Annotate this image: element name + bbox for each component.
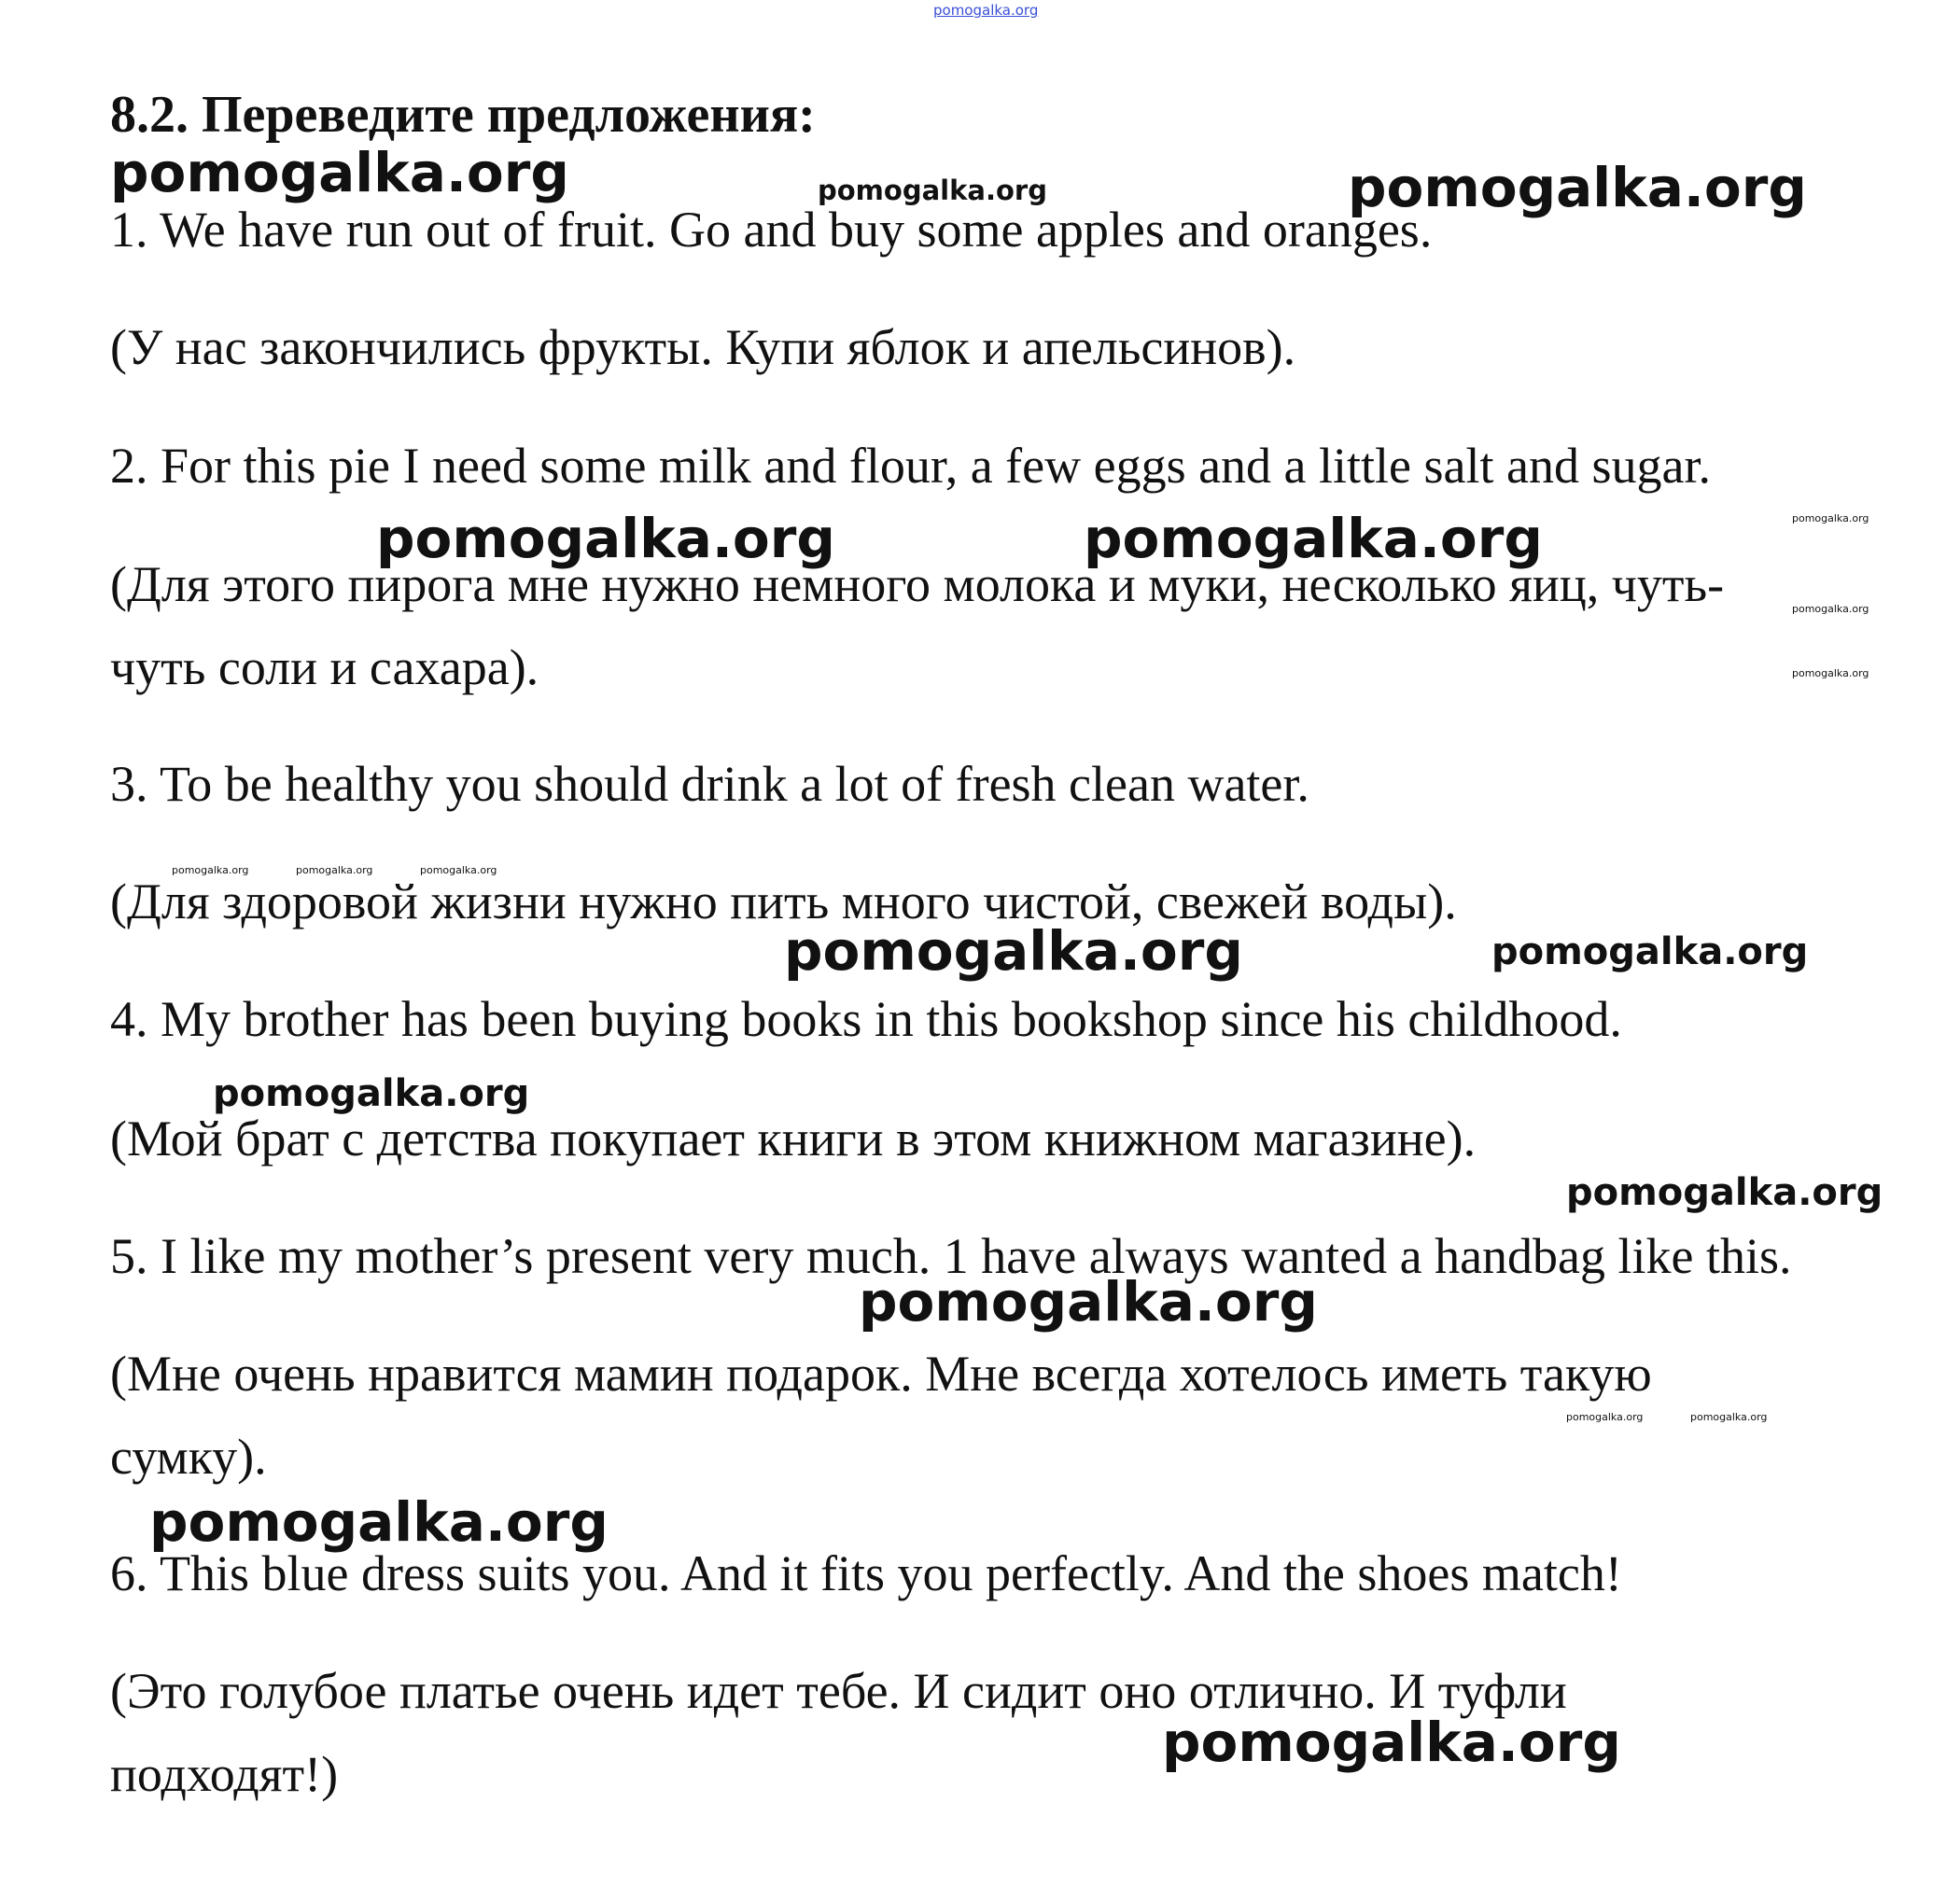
header-watermark-link[interactable]: pomogalka.org	[933, 2, 1039, 19]
watermark: pomogalka.org	[1792, 512, 1869, 524]
watermark: pomogalka.org	[1566, 1411, 1644, 1423]
watermark: pomogalka.org	[1348, 156, 1807, 219]
watermark: pomogalka.org	[296, 864, 373, 876]
sentence-2-russian-line-2: чуть соли и сахара).	[110, 639, 539, 695]
watermark: pomogalka.org	[149, 1490, 609, 1554]
sentence-1-english: 1. We have run out of fruit. Go and buy some apples and oranges.	[110, 202, 1433, 258]
page-title: 8.2. Переведите предложения:	[110, 86, 816, 144]
watermark: pomogalka.org	[1084, 507, 1543, 570]
sentence-2-english: 2. For this pie I need some milk and flour, a few eggs and a little salt and sugar.	[110, 438, 1711, 494]
watermark: pomogalka.org	[213, 1072, 530, 1115]
watermark: pomogalka.org	[1566, 1171, 1883, 1214]
sentence-5-english: 5. I like my mother’s present very much. 1 have always wanted a handbag like this.	[110, 1228, 1792, 1284]
sentence-3-russian: (Для здоровой жизни нужно пить много чистой, свежей воды).	[110, 873, 1457, 929]
sentence-6-russian-line-1: (Это голубое платье очень идет тебе. И сидит оно отлично. И туфли	[110, 1663, 1567, 1719]
watermark: pomogalka.org	[1162, 1711, 1621, 1774]
sentence-4-russian: (Мой брат с детства покупает книги в этом книжном магазине).	[110, 1111, 1477, 1167]
watermark: pomogalka.org	[818, 175, 1047, 206]
watermark: pomogalka.org	[420, 864, 497, 876]
sentence-3-english: 3. To be healthy you should drink a lot of fresh clean water.	[110, 756, 1309, 812]
sentence-4-english: 4. My brother has been buying books in this bookshop since his childhood.	[110, 991, 1622, 1047]
watermark: pomogalka.org	[172, 864, 249, 876]
sentence-1-russian: (У нас закончились фрукты. Купи яблок и апельсинов).	[110, 319, 1296, 375]
watermark: pomogalka.org	[1690, 1411, 1768, 1423]
watermark: pomogalka.org	[859, 1270, 1318, 1334]
watermark: pomogalka.org	[784, 919, 1243, 983]
watermark: pomogalka.org	[376, 507, 835, 570]
sentence-2-russian-line-1: (Для этого пирога мне нужно немного молока и муки, несколько яиц, чуть-	[110, 556, 1725, 612]
sentence-6-russian-line-2: подходят!)	[110, 1746, 339, 1802]
watermark: pomogalka.org	[110, 141, 569, 204]
watermark: pomogalka.org	[1491, 930, 1809, 973]
sentence-6-english: 6. This blue dress suits you. And it fits you perfectly. And the shoes match!	[110, 1545, 1622, 1601]
watermark: pomogalka.org	[1792, 603, 1869, 615]
sentence-5-russian-line-2: сумку).	[110, 1429, 267, 1485]
watermark: pomogalka.org	[1792, 667, 1869, 679]
sentence-5-russian-line-1: (Мне очень нравится мамин подарок. Мне всегда хотелось иметь такую	[110, 1346, 1652, 1402]
